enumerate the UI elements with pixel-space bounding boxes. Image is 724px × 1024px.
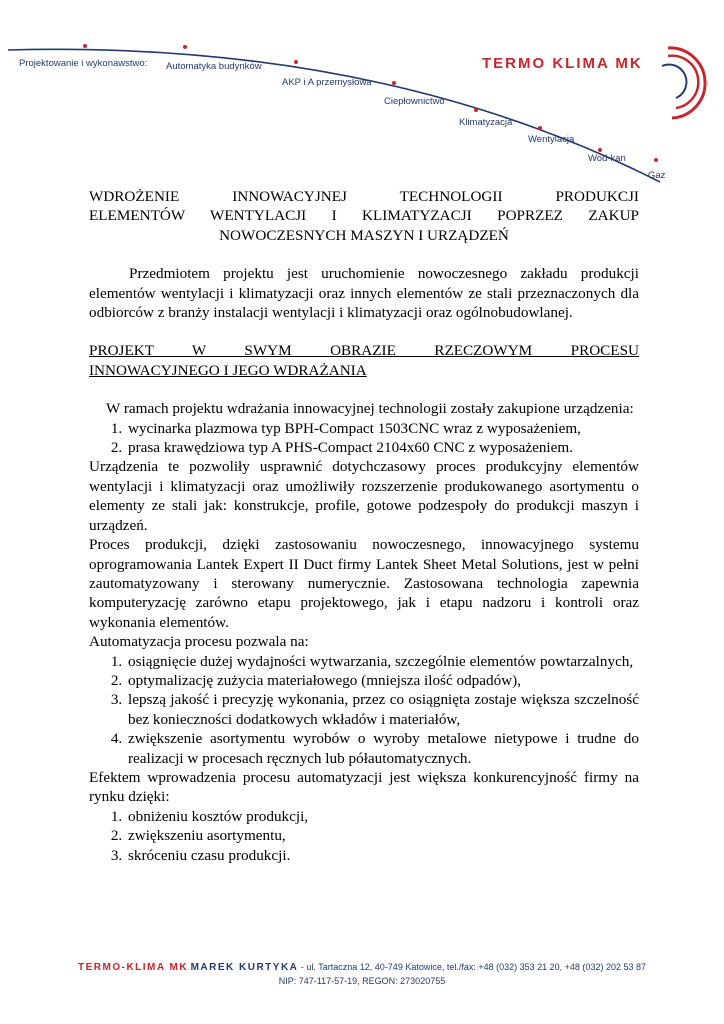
arc-dot [538,126,542,130]
paragraph-devices-effect: Urządzenia te pozwoliły usprawnić dotychczasowy proces produkcyjny elementów wentylacji i klimatyzacji oraz umożliwiły rozszerzenie produkowanego asortymentu o elementy ze stali jak: konstrukcje, profile, gotowe podzespoły do produkcji maszyn i urządzeń. [89,458,639,534]
list-item: 1. obniżeniu kosztów produkcji, [126,807,639,826]
document-body [89,187,639,865]
header-category: Wod-kan [588,153,626,164]
header-category: Wentylacja [528,134,575,145]
section-heading-line-2: INNOWACYJNEGO I JEGO WDRAŻANIA [89,361,367,379]
list-item: 1. wycinarka plazmowa typ BPH-Compact 1503CNC wraz z wyposażeniem, [126,419,639,438]
paragraph-software: Proces produkcji, dzięki zastosowaniu nowoczesnego, innowacyjnego systemu oprogramowania Lantek Expert II Duct firmy Lantek Sheet Metal Solutions, jest w pełni zautomatyzowany i sterowany numerycznie. Zastosowana technologia zapewnia komputeryzację zarówno etapu projektowego, jak i etapu nadzoru i kontroli oraz wykonania elementów. [89,536,639,631]
header-category: AKP i A przemysłowa [282,77,372,88]
list-item: 2. prasa krawędziowa typ A PHS-Compact 2104x60 CNC z wyposażeniem. [126,438,639,457]
footer-brand-navy: MAREK KURTYKA [190,962,299,973]
arc-dot [83,44,87,48]
list-item: 1. osiągnięcie dużej wydajności wytwarzania, szczególnie elementów powtarzalnych, [126,652,639,671]
intro-paragraph: Przedmiotem projektu jest uruchomienie nowoczesnego zakładu produkcji elementów wentylacji i klimatyzacji oraz innych elementów ze stali przeznaczonych dla odbiorców z branży instalacji wentylacji i klimatyzacji oraz ogólnobudowlanej. [89,265,639,322]
header-category: Projektowanie i wykonawstwo: [19,58,148,69]
title-line-3: NOWOCZESNYCH MASZYN I URZĄDZEŃ [219,226,509,244]
swirl-logo-icon [662,48,705,118]
section-heading-line-1: PROJEKT W SWYM OBRAZIE RZECZOWYM PROCESU [89,342,639,360]
title-line-2: ELEMENTÓW WENTYLACJI I KLIMATYZACJI POPRZEZ ZAKUP [89,207,639,225]
arc-dot [294,60,298,64]
arc-dot [183,45,187,49]
list-item: 3. lepszą jakość i precyzję wykonania, przez co osiągnięta zostaje większa szczelność bez konieczności dodatkowych wkładów i materiałów, [126,690,639,729]
arc-dot [654,158,658,162]
effects-list [89,807,639,865]
devices-list [89,419,639,458]
letterhead [0,0,724,185]
header-category: Gaz [648,170,666,181]
paragraph-devices-intro: W ramach projektu wdrażania innowacyjnej technologii zostały zakupione urządzenia: [106,400,634,418]
header-category: Automatyka budynków [166,61,262,72]
footer-brand-red: TERMO-KLIMA MK [78,962,189,973]
list-item: 4. zwiększenie asortymentu wyrobów o wyroby metalowe nietypowe i trudne do realizacji w procesach ręcznych lub półautomatycznych. [126,729,639,768]
header-category: Ciepłownictwo [384,96,445,107]
arc-dot [474,108,478,112]
paragraph-effects-intro: Efektem wprowadzenia procesu automatyzacji jest większa konkurencyjność firmy na rynku dzięki: [89,768,639,806]
title-line-1: WDROŻENIE INNOWACYJNEJ TECHNOLOGII PRODUKCJI [89,188,639,205]
list-item: 2. zwiększeniu asortymentu, [126,826,639,845]
arc-dot [598,148,602,152]
paragraph-automation-intro: Automatyzacja procesu pozwala na: [89,633,309,651]
footer-line-1 [0,962,724,973]
header-category: Klimatyzacja [459,117,513,128]
brand-name: TERMO KLIMA MK [482,55,643,72]
list-item: 2. optymalizację zużycia materiałowego (mniejsza ilość odpadów), [126,671,639,690]
footer-ids: NIP: 747-117-57-19, REGON: 273020755 [278,976,446,986]
page-footer [0,962,724,986]
footer-address: - ul. Tartaczna 12, 40-749 Katowice, tel./fax: +48 (032) 353 21 20, +48 (032) 202 53 87 [298,962,646,972]
arc-dot [392,81,396,85]
benefits-list [89,652,639,768]
list-item: 3. skróceniu czasu produkcji. [126,846,639,865]
